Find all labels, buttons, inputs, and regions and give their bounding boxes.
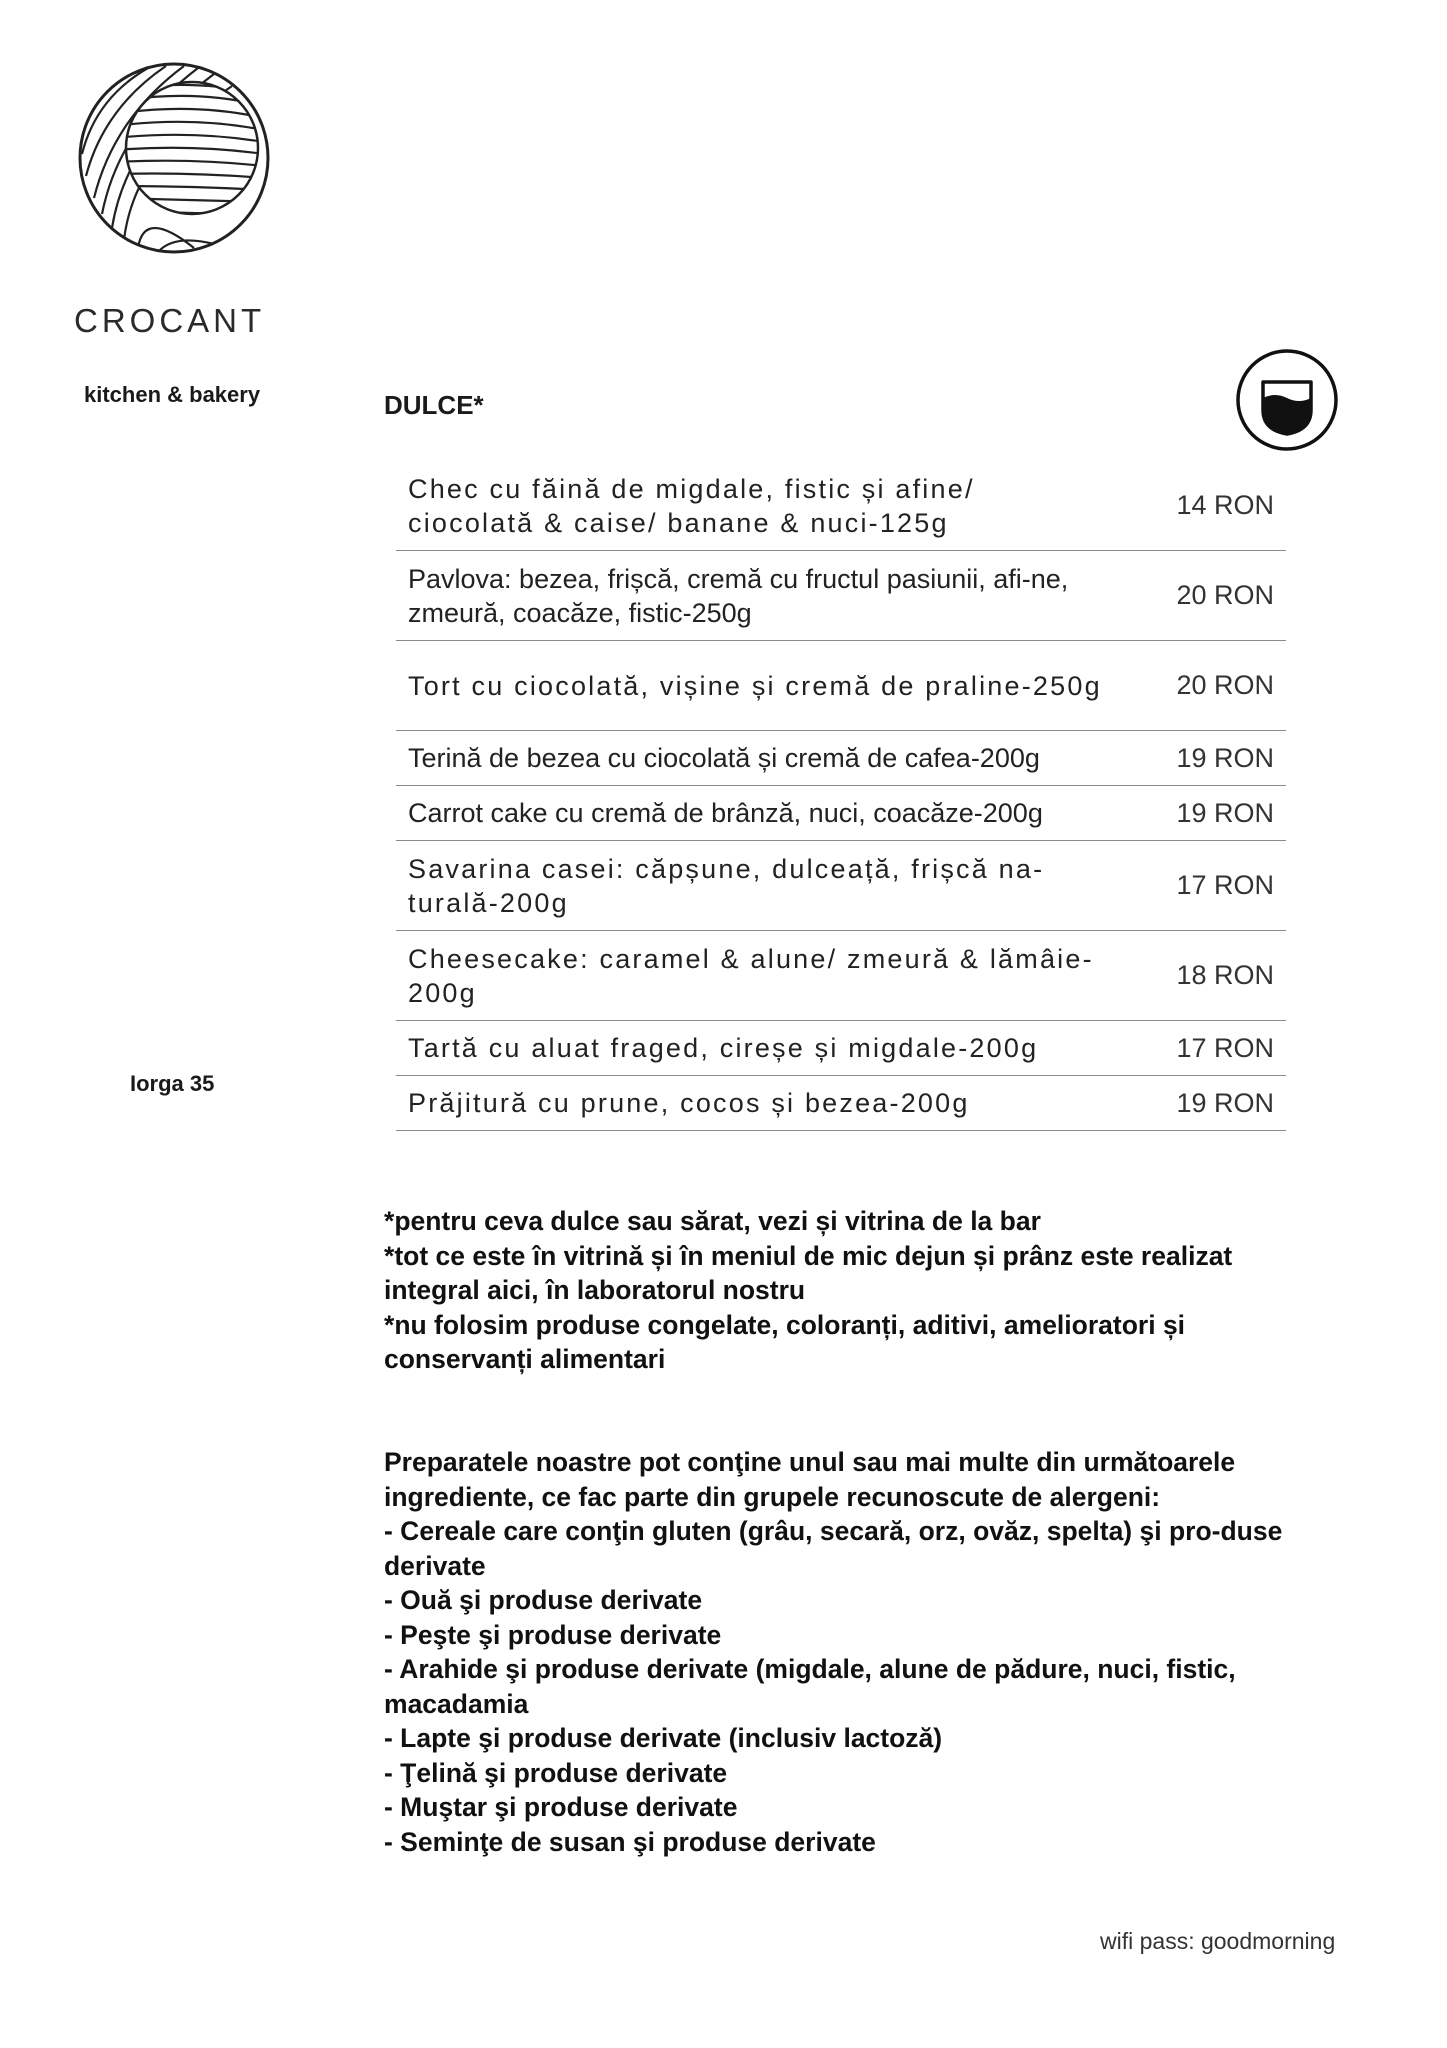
- item-price: 18 RON: [1176, 960, 1274, 990]
- address: Iorga 35: [130, 1071, 215, 1096]
- item-price: 19 RON: [1176, 797, 1274, 828]
- item-name: Prăjitură cu prune, cocos și bezea-200g: [408, 1088, 970, 1118]
- item-name: Tort cu ciocolată, vișine și cremă de praline-250g: [408, 670, 1102, 701]
- note: *pentru ceva dulce sau sărat, vezi și vitrina de la bar: [384, 1206, 1041, 1236]
- allergen-item: - Ţelină şi produse derivate: [384, 1757, 728, 1788]
- menu-row: [396, 1021, 1286, 1076]
- menu-row: [396, 641, 1286, 731]
- item-name: Terină de bezea cu ciocolată și cremă de cafea-200g: [408, 743, 1040, 773]
- notes: [384, 1204, 1304, 1377]
- item-price: 20 RON: [1176, 580, 1274, 610]
- cup-icon: [1235, 348, 1339, 452]
- item-name: Tartă cu aluat fraged, cireșe și migdale-200g: [408, 1033, 1039, 1063]
- allergens-section: [384, 1445, 1304, 1859]
- note: *tot ce este în vitrină și în meniul de mic dejun și prânz este realizat integral aici, în laboratorul nostru: [384, 1240, 1233, 1305]
- allergen-item: - Lapte şi produse derivate (inclusiv lactoză): [384, 1723, 943, 1753]
- item-price: 20 RON: [1176, 670, 1274, 700]
- note: *nu folosim produse congelate, coloranți, aditivi, amelioratori și conservanți alimentari: [384, 1309, 1186, 1374]
- section-title: DULCE*: [384, 390, 484, 420]
- allergens-intro: Preparatele noastre pot conţine unul sau mai multe din următoarele ingrediente, ce fac parte din grupele recunoscute de alergeni:: [384, 1447, 1236, 1512]
- brand-tagline: kitchen & bakery: [84, 382, 261, 407]
- item-price: 17 RON: [1176, 1032, 1274, 1063]
- menu-table: [396, 461, 1286, 1131]
- menu-row: [396, 841, 1286, 931]
- allergen-item: - Arahide şi produse derivate (migdale, alune de pădure, nuci, fistic, macadamia: [384, 1654, 1236, 1719]
- item-name: Cheesecake: caramel & alune/ zmeură & lămâie-200g: [408, 943, 1094, 1008]
- allergen-item: - Seminţe de susan şi produse derivate: [384, 1826, 876, 1857]
- item-price: 17 RON: [1176, 870, 1274, 900]
- brand-name: CROCANT: [74, 302, 266, 339]
- item-name: Savarina casei: căpșune, dulceață, frișcă na-turală-200g: [408, 853, 1045, 918]
- menu-row: [396, 786, 1286, 841]
- allergen-item: - Peşte şi produse derivate: [384, 1619, 722, 1650]
- menu-row: [396, 731, 1286, 786]
- crocant-logo: [74, 58, 274, 258]
- item-price: 19 RON: [1176, 742, 1274, 773]
- item-price: 14 RON: [1176, 490, 1274, 520]
- wifi-password: wifi pass: goodmorning: [1100, 1928, 1336, 1954]
- item-name: Carrot cake cu cremă de brânză, nuci, coacăze-200g: [408, 798, 1043, 828]
- allergen-item: - Ouă şi produse derivate: [384, 1585, 703, 1615]
- menu-row: [396, 551, 1286, 641]
- item-price: 19 RON: [1176, 1087, 1274, 1118]
- menu-row: [396, 1076, 1286, 1131]
- item-name: Pavlova: bezea, frișcă, cremă cu fructul pasiunii, afi-ne, zmeură, coacăze, fistic-250g: [408, 563, 1069, 628]
- menu-row: [396, 461, 1286, 551]
- item-name: Chec cu făină de migdale, fistic și afine/ ciocolată & caise/ banane & nuci-125g: [408, 473, 975, 538]
- menu-row: [396, 931, 1286, 1021]
- allergen-item: - Cereale care conţin gluten (grâu, secară, orz, ovăz, spelta) şi pro-duse derivate: [384, 1516, 1283, 1581]
- allergen-item: - Muştar şi produse derivate: [384, 1792, 738, 1822]
